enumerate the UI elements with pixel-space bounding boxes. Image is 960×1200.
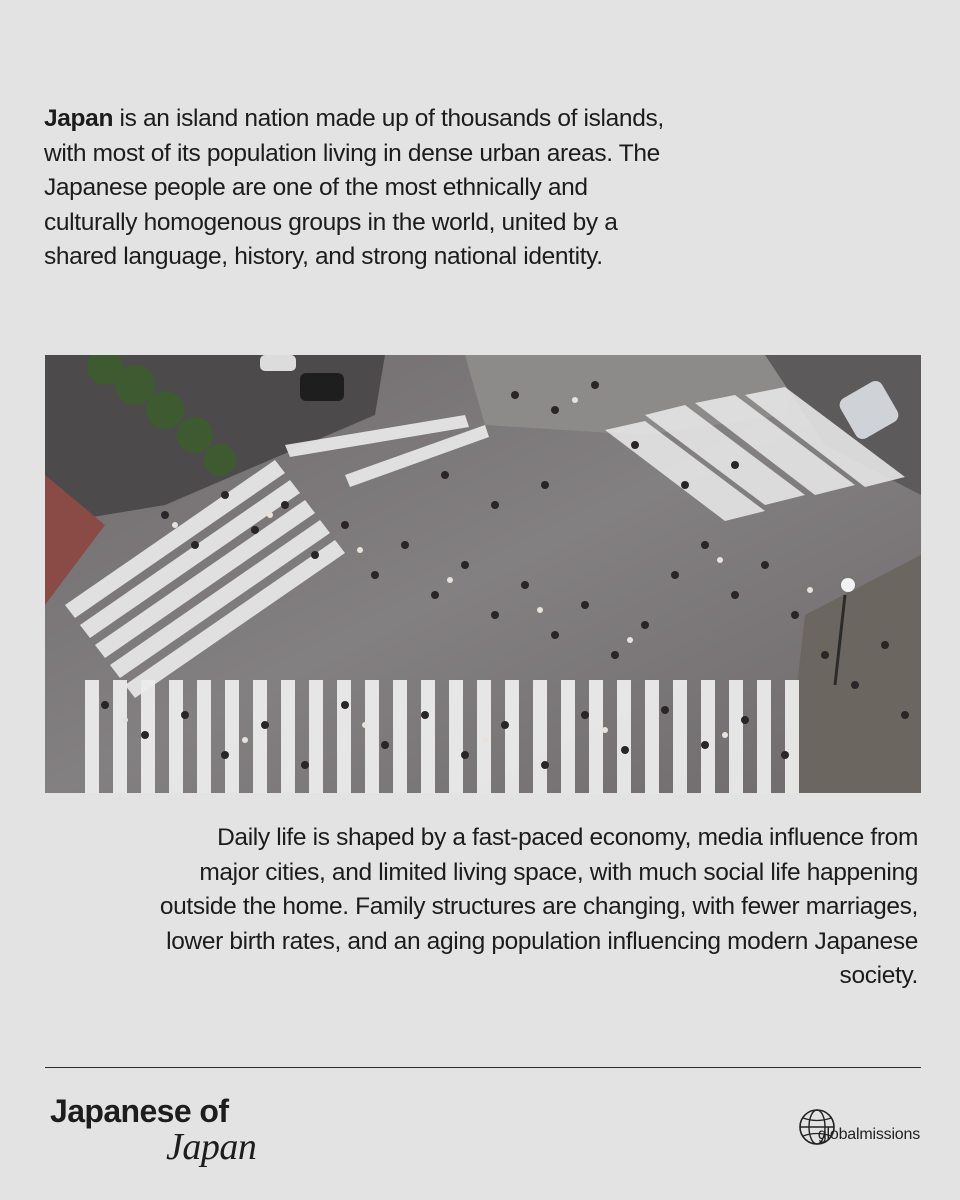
daily-life-paragraph: Daily life is shaped by a fast-paced economy, media influence from major cities, and limited living space, with much social life happening outside the home. Family structures are changing, with fewer marriages, lower birth rates, and an aging population influencing modern Japanese society. [159,824,918,989]
intro-bold-lead: Japan [44,105,114,132]
logo-text: globalmissions [817,1126,920,1143]
series-title-line2: Japan [166,1126,257,1168]
crosswalk-illustration [45,355,921,793]
globalmissions-logo [796,1106,920,1146]
intro-paragraph [44,102,674,275]
series-title-line1: Japanese of [50,1093,229,1129]
intro-text: is an island nation made up of thousands of islands, with most of its population living in dense urban areas. The Japanese people are one of the most ethnically and culturally homogenous groups in the world, united by a shared language, history, and strong national identity. [44,105,664,270]
footer-divider [45,1067,921,1068]
crosswalk-photo [45,355,921,793]
series-title [50,1094,256,1166]
